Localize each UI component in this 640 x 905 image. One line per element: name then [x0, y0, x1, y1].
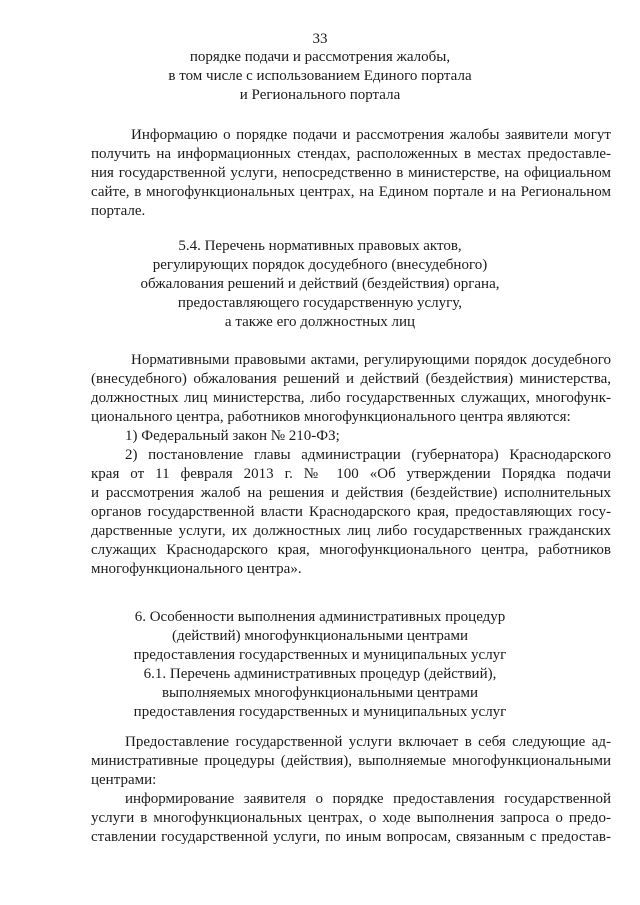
heading-line: предоставления государственных и муниципальных услуг — [133, 647, 507, 663]
text-line: дарственные услуги, их должностных лиц либо государственных гражданских — [91, 523, 611, 539]
text-line: ставлении государственной услуги, по иным вопросам, связанным с предостав- — [91, 829, 611, 845]
text-line: и рассмотрения жалоб на решения и действия (бездействие) исполнительных — [91, 485, 611, 501]
heading-line: а также его должностных лиц — [224, 314, 416, 330]
heading-line: регулирующих порядок досудебного (внесудебного) — [152, 257, 488, 273]
list-item-2: 2) постановление главы администрации (губернатора) Краснодарского — [125, 447, 611, 463]
paragraph-complaint-info — [91, 126, 611, 221]
page-number: 33 — [312, 31, 328, 47]
text-line: Информацию о порядке подачи и рассмотрения жалобы заявители могут — [131, 127, 611, 143]
text-line: получить на информационных стендах, расположенных в местах предоставле- — [91, 146, 611, 162]
text-line: сайте, в многофункциональных центрах, на Едином портале и на Региональном — [91, 184, 611, 200]
text-line: края от 11 февраля 2013 г. № 100 «Об утверждении Порядка подачи — [91, 466, 611, 482]
text-line: Нормативными правовыми актами, регулирующими порядок досудебного — [131, 352, 611, 368]
text-line: ния государственной услуги, непосредственно в министерстве, на официальном — [91, 165, 611, 181]
text-line: (внесудебного) обжалования решений и действий (бездействия) министерства, — [91, 371, 611, 387]
section-heading-complaint-procedure — [40, 48, 600, 105]
heading-line: предоставляющего государственную услугу, — [177, 295, 463, 311]
text-line: должностных лиц министерства, либо государственных служащих, многофунк- — [91, 390, 611, 406]
text-line: служащих Краснодарского края, многофункционального центра, работников — [91, 542, 611, 558]
text-line: Предоставление государственной услуги включает в себя следующие ад- — [125, 734, 611, 750]
heading-line: 5.4. Перечень нормативных правовых актов, — [178, 238, 462, 254]
heading-line: предоставления государственных и муниципальных услуг — [133, 704, 507, 720]
text-line: портале. — [91, 203, 146, 219]
text-line: центрами: — [91, 772, 157, 788]
text-line: ционального центра, работников многофункционального центра являются: — [91, 409, 571, 425]
heading-line: (действий) многофункциональными центрами — [171, 628, 469, 644]
paragraph-normative-acts — [91, 351, 611, 579]
heading-line: выполняемых многофункциональными центрами — [161, 685, 479, 701]
text-line: многофункционального центра». — [91, 561, 302, 577]
heading-line: обжалования решений и действий (бездействия) органа, — [140, 276, 500, 292]
text-line: информирование заявителя о порядке предоставления государственной — [125, 791, 611, 807]
paragraph-mfc-procedures — [91, 733, 611, 847]
heading-line: 6. Особенности выполнения административных процедур — [134, 609, 506, 625]
text-line: органов государственной власти Краснодарского края, предоставляющих госу- — [91, 504, 611, 520]
list-item-1: 1) Федеральный закон № 210-ФЗ; — [125, 428, 340, 444]
section-heading-6 — [40, 608, 600, 722]
section-heading-5-4 — [40, 237, 600, 332]
heading-line: в том числе с использованием Единого портала — [168, 68, 472, 84]
heading-line: порядке подачи и рассмотрения жалобы, — [189, 49, 451, 65]
heading-line: 6.1. Перечень административных процедур (действий), — [143, 666, 497, 682]
text-line: услуги в многофункциональных центрах, о ходе выполнения запроса о предо- — [91, 810, 611, 826]
heading-line: и Регионального портала — [239, 87, 401, 103]
text-line: министративные процедуры (действия), выполняемые многофункциональными — [91, 753, 611, 769]
